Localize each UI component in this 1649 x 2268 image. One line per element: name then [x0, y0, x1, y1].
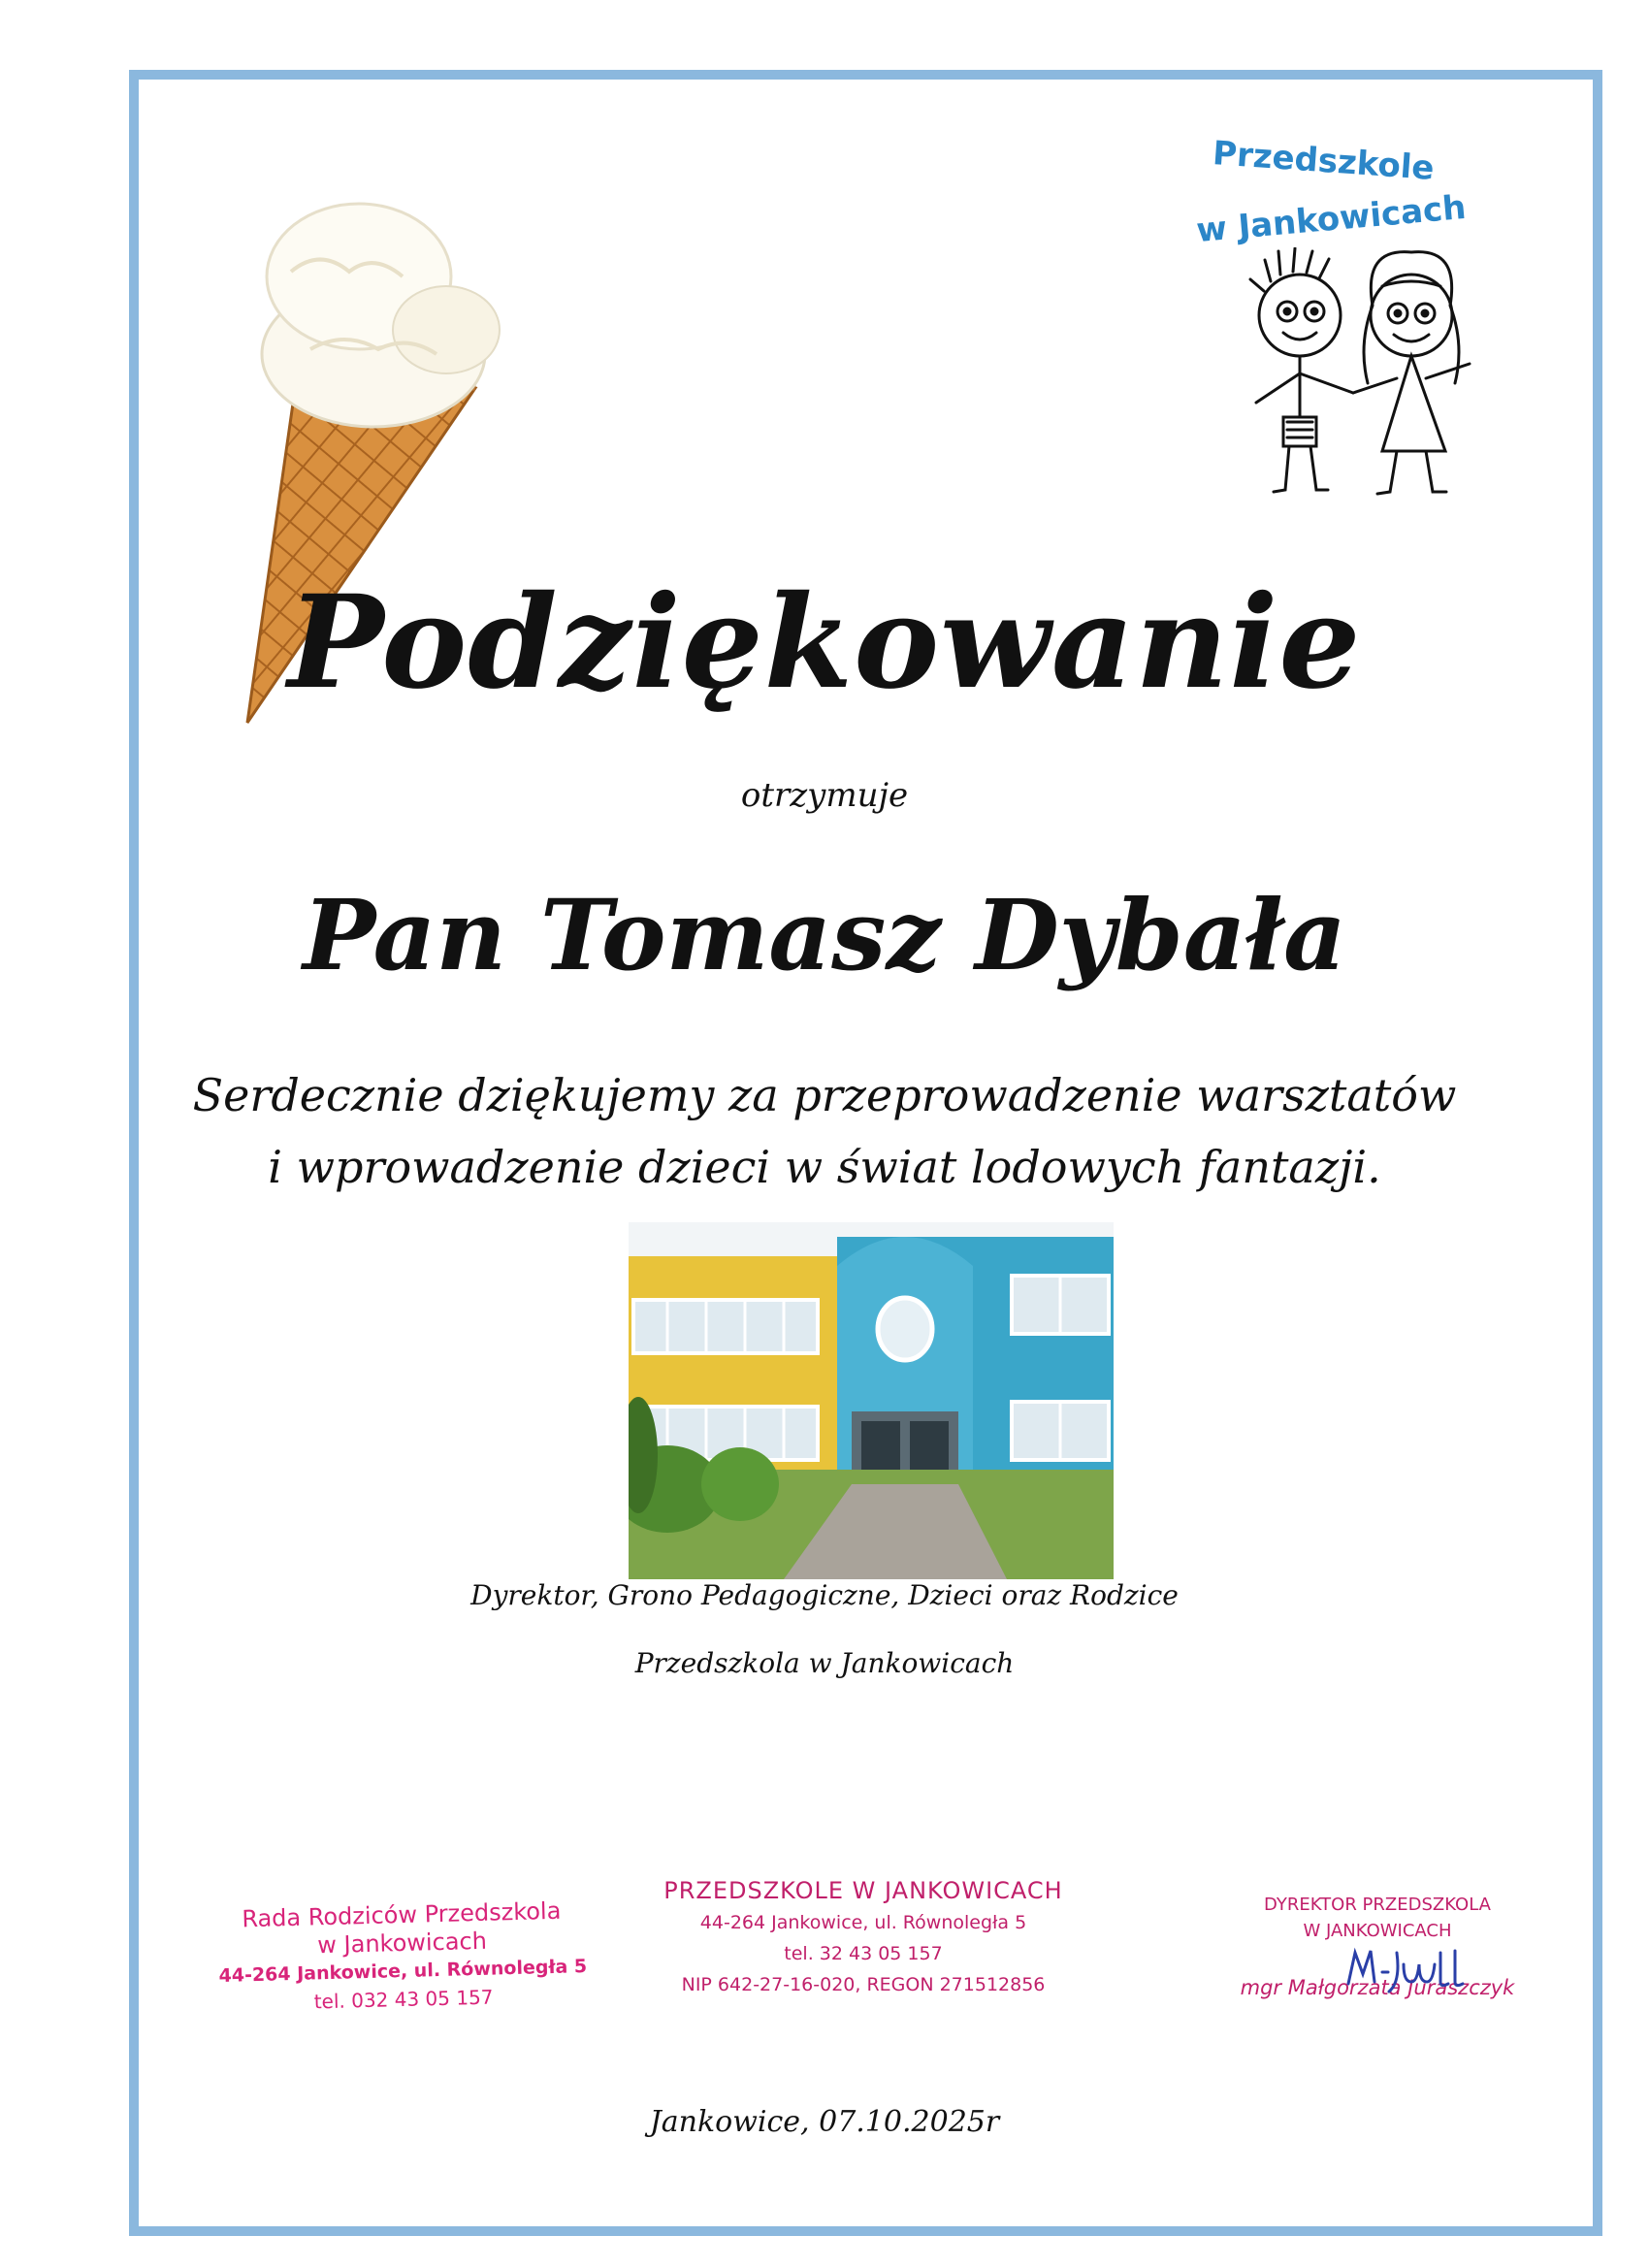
receives-label: otrzymuje: [740, 776, 909, 815]
logo-text-line2: w Jankowicach: [1194, 187, 1468, 251]
director-stamp-line2: W JANKOWICACH: [1303, 1921, 1452, 1941]
parents-council-stamp: [208, 1896, 598, 2019]
recipient-name: Pan Tomasz Dybała: [303, 878, 1346, 992]
parents-stamp-line4: tel. 032 43 05 157: [313, 1985, 494, 2014]
director-stamp-line1: DYREKTOR PRZEDSZKOLA: [1264, 1895, 1491, 1915]
signoff-line-1: Dyrektor, Grono Pedagogiczne, Dzieci oraz Rodzice: [470, 1579, 1179, 1611]
thank-you-message: [0, 1059, 1649, 1203]
message-line-2: i wprowadzenie dzieci w świat lodowych fantazji.: [268, 1141, 1381, 1193]
issue-date: Jankowice, 07.10.2025r: [649, 2105, 1000, 2139]
school-stamp-line1: PRZEDSZKOLE W JANKOWICACH: [663, 1877, 1063, 1904]
director-stamp-line3: mgr Małgorzata Juraszczyk: [1240, 1976, 1515, 1999]
parents-stamp-line2: w Jankowicach: [316, 1927, 488, 1960]
school-stamp-line2: 44-264 Jankowice, ul. Równoległa 5: [699, 1912, 1027, 1933]
message-line-1: Serdecznie dziękujemy za przeprowadzenie warsztatów: [192, 1069, 1457, 1121]
kindergarten-logo: [1188, 126, 1537, 514]
logo-text-line1: Przedszkole: [1211, 134, 1436, 188]
school-stamp-line4: NIP 642-27-16-020, REGON 271512856: [681, 1974, 1046, 1995]
director-signature: [1343, 1945, 1479, 1998]
school-stamp-line3: tel. 32 43 05 157: [784, 1943, 943, 1964]
parents-stamp-line3: 44-264 Jankowice, ul. Równoległa 5: [218, 1956, 588, 1987]
school-stamp: [635, 1874, 1091, 2000]
signoff-line-2: Przedszkola w Jankowicach: [634, 1647, 1015, 1679]
certificate-title: Podziękowanie: [287, 567, 1362, 718]
kindergarten-building-photo: [629, 1222, 1114, 1579]
children-drawing-icon: [1227, 247, 1489, 504]
parents-stamp-line1: Rada Rodziców Przedszkola: [242, 1896, 562, 1933]
